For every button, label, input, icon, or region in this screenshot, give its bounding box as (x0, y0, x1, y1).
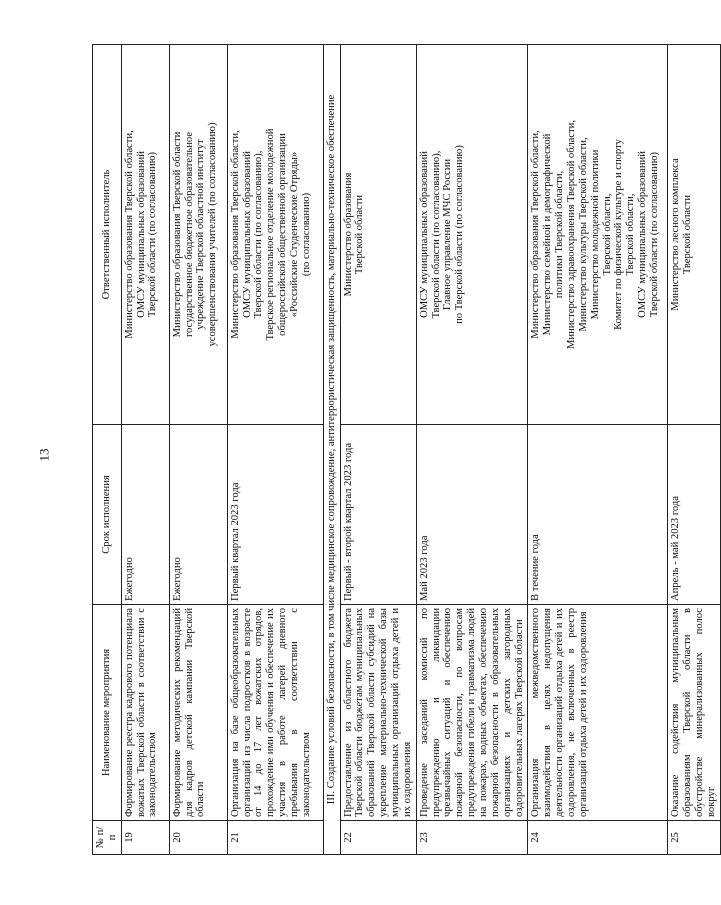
executor-line: по Тверской области (по согласованию) (454, 145, 466, 324)
executor-line: Тверской области (354, 194, 366, 275)
executor-line: Тверской области (682, 194, 694, 275)
executor-line: Главное управление МЧС России (442, 158, 454, 311)
executor-line: Тверской области, (601, 193, 613, 276)
row-event: Проведение заседаний комиссий по предупреждению и ликвидации чрезвычайных ситуаций и обеспечению пожарной безопасности, по вопросам предупреждения гибели и травматизма людей на пожарах, водных объектах, обеспечению пожарной безопасности в образовательных организациях и детских загородных оздоровительных лагерях Тверской области (416, 605, 528, 821)
header-executor: Ответственный исполнитель (93, 45, 122, 425)
executor-line: Тверской области (по согласованию), (430, 150, 442, 319)
executor-line: Министерство лесного комплекса (670, 158, 682, 311)
table-row (227, 45, 323, 855)
section-title: III. Создание условий безопасности, в том числе медицинское сопровождение, антитеррористическая защищенность, материально-техническое обеспечение (323, 45, 340, 855)
row-deadline: Первый квартал 2023 года (227, 425, 323, 605)
row-executor (227, 45, 323, 425)
executor-line: Тверское региональное отделение молодежной (265, 128, 277, 341)
row-executor (121, 45, 169, 425)
executor-line: (по согласованию) (300, 192, 312, 277)
row-event: Формирование методических рекомендаций для кадров детской кампании Тверской области (169, 605, 227, 821)
executor-line: Министерство образования Тверской области, (123, 130, 135, 339)
executor-line: Комитет по физической культуре и спорту (613, 139, 625, 330)
executor-line: Тверской области, (625, 193, 637, 276)
row-deadline: Первый - второй квартал 2023 года (340, 425, 416, 605)
row-executor (528, 45, 668, 425)
plan-table-container (92, 45, 718, 855)
plan-table (92, 44, 721, 855)
executor-line: Тверской области (по согласованию), (253, 150, 265, 319)
row-executor (416, 45, 528, 425)
executor-line: Министерство культуры Тверской области, (577, 137, 589, 332)
table-row (169, 45, 227, 855)
table-row (416, 45, 528, 855)
executor-line: ОМСУ муниципальных образований (135, 151, 147, 318)
executor-line: учреждение Тверской областной институт (195, 139, 207, 330)
row-num: 24 (528, 821, 668, 855)
row-event: Предоставление из областного бюджета Тверской области бюджетам муниципальных образований Тверской области субсидий на укрепление материально-технической базы муниципальных организаций отдыха детей и их оздоровления (340, 605, 416, 821)
row-deadline: Апрель - май 2023 года (668, 425, 720, 605)
row-event: Формирование реестра кадрового потенциала вожатых Тверской области в соответствии с законодательством (121, 605, 169, 821)
row-num: 19 (121, 821, 169, 855)
executor-line: Министерство молодежной политики (589, 149, 601, 320)
table-row (340, 45, 416, 855)
executor-line: ОМСУ муниципальных образований (241, 151, 253, 318)
row-num: 23 (416, 821, 528, 855)
table-row (528, 45, 668, 855)
row-deadline: Ежегодно (121, 425, 169, 605)
executor-line: Министерство образования Тверской области, (530, 130, 542, 339)
row-executor (340, 45, 416, 425)
executor-line: «Российские Студенческие Отряды» (289, 151, 301, 318)
executor-line: общероссийской общественной организации (277, 133, 289, 336)
row-num: 20 (169, 821, 227, 855)
header-num: № п/п (93, 821, 122, 855)
row-deadline: В течение года (528, 425, 668, 605)
row-num: 25 (668, 821, 720, 855)
executor-line: Тверской области (по согласованию) (147, 151, 159, 318)
table-row (121, 45, 169, 855)
table-row (668, 45, 720, 855)
row-executor (169, 45, 227, 425)
section-row (323, 45, 340, 855)
executor-line: Министерство семейной и демографической (542, 133, 554, 336)
executor-line: Тверской области (по согласованию) (649, 151, 661, 318)
page-number: 13 (36, 448, 52, 462)
executor-line: политики Тверской области, (554, 170, 566, 299)
row-event: Организация на базе общеобразовательных организаций из числа подростков в возрасте от 14 до 17 лет вожатских отрядов, прохождение ими обучения и обеспечение их участия в работе лагерей дневного пребывания в соответствии с законодательством (227, 605, 323, 821)
row-deadline: Ежегодно (169, 425, 227, 605)
executor-line: Министерство образования Тверской области (171, 131, 183, 338)
header-deadline: Срок исполнения (93, 425, 122, 605)
executor-line: Министерство образования (342, 172, 354, 297)
row-num: 21 (227, 821, 323, 855)
executor-line: Министерство образования Тверской области, (229, 130, 241, 339)
row-event: Организация межведомственного взаимодействия в целях недопущения деятельности организаций отдыха детей и их оздоровления, не включенных в реестр организаций отдыха детей и их оздоровления (528, 605, 668, 821)
header-event: Наименование мероприятия (93, 605, 122, 821)
row-deadline: Май 2023 года (416, 425, 528, 605)
executor-line: Министерство здравоохранения Тверской области, (566, 120, 578, 350)
row-num: 22 (340, 821, 416, 855)
row-event: Оказание содействия муниципальным образованиям Тверской области в обустройстве минерализованных полос вокруг (668, 605, 720, 821)
table-header-row (93, 45, 122, 855)
executor-line: усовершенствования учителей (по согласованию) (207, 122, 219, 347)
row-executor (668, 45, 720, 425)
executor-line: ОМСУ муниципальных образований (418, 151, 430, 318)
executor-line: ОМСУ муниципальных образований (637, 151, 649, 318)
executor-line: государственное бюджетное образовательное (183, 131, 195, 338)
